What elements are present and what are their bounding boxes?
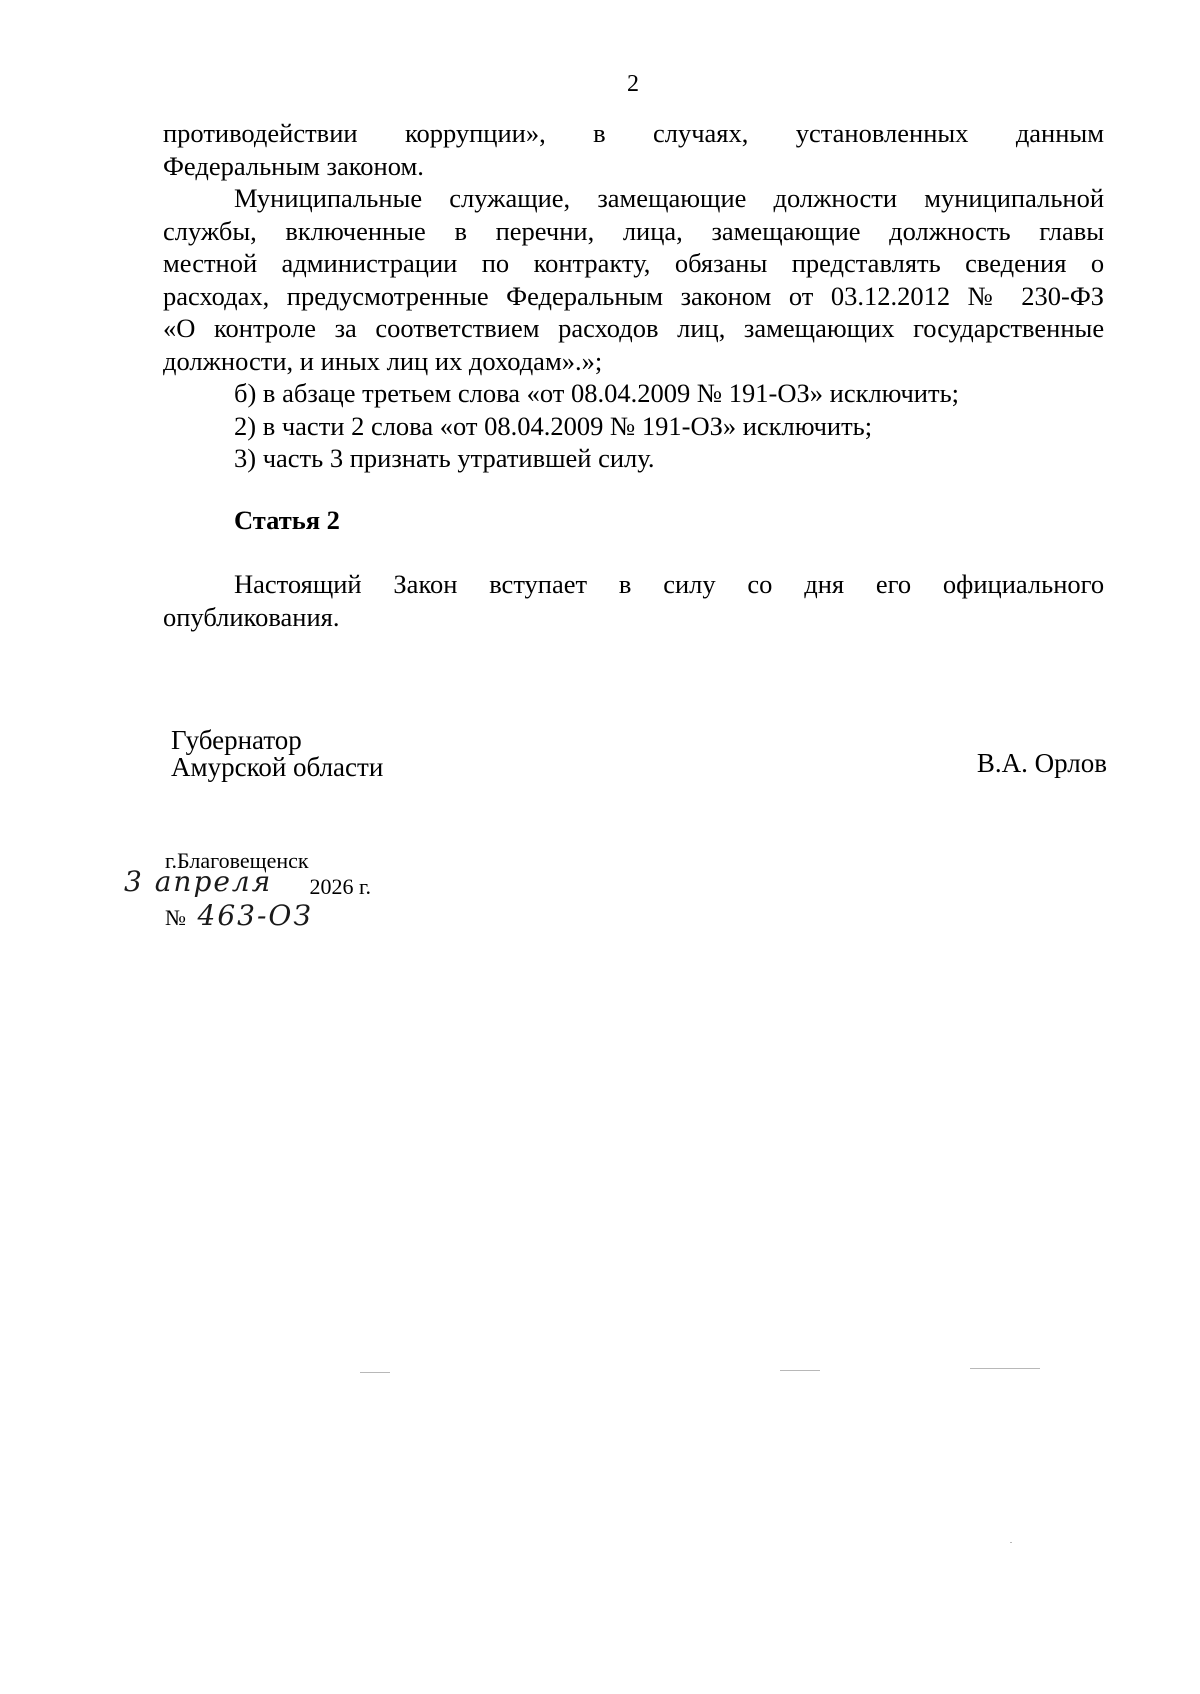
word: главы xyxy=(1039,215,1105,246)
signatory-name: В.А. Орлов xyxy=(976,748,1107,778)
amendment-items xyxy=(163,377,1104,475)
word: лиц, xyxy=(677,313,726,343)
word: представлять xyxy=(791,248,941,278)
word: в xyxy=(454,215,467,246)
date-year: 2026 г. xyxy=(309,874,372,899)
word: муниципальной xyxy=(924,183,1105,213)
municipal-line-2 xyxy=(163,215,1104,248)
continuation-paragraph xyxy=(163,117,1104,182)
municipal-line-1 xyxy=(163,182,1104,215)
scan-artifact xyxy=(360,1372,390,1373)
signatory-title xyxy=(171,727,383,781)
article-2-heading: Статья 2 xyxy=(234,505,340,535)
paragraph-municipal xyxy=(163,182,1104,377)
scan-artifact xyxy=(1010,1542,1012,1543)
scan-artifact xyxy=(970,1368,1040,1369)
word: № xyxy=(967,280,1004,311)
word: противодействии xyxy=(163,118,358,148)
word: сведения xyxy=(965,248,1067,278)
word: службы, xyxy=(163,215,257,246)
municipal-line-3 xyxy=(163,247,1104,280)
word: официального xyxy=(942,569,1105,599)
word: установленных xyxy=(795,118,969,148)
word: замещающих xyxy=(743,313,895,343)
item-b: б) в абзаце третьем слова «от 08.04.2009 № 191-ОЗ» исключить; xyxy=(234,378,960,408)
word: служащие, xyxy=(449,183,571,213)
word: администрации xyxy=(281,248,458,278)
word: перечни, xyxy=(495,215,595,246)
signatory-title-line-1: Губернатор xyxy=(171,725,302,755)
article-2-line-1 xyxy=(163,568,1104,601)
word: расходах, xyxy=(163,280,270,311)
municipal-line-5 xyxy=(163,312,1104,345)
word: вступает xyxy=(489,569,588,599)
law-number-prefix: № xyxy=(165,905,186,930)
continuation-line-1 xyxy=(163,117,1104,150)
word: Настоящий xyxy=(234,569,362,599)
municipal-line-6: должности, и иных лиц их доходам».»; xyxy=(163,345,603,376)
word: предусмотренные xyxy=(286,280,489,311)
item-3: 3) часть 3 признать утратившей силу. xyxy=(234,443,655,473)
word: соответствием xyxy=(375,313,540,343)
article-2-paragraph xyxy=(163,568,1104,633)
word: обязаны xyxy=(674,248,768,278)
word: местной xyxy=(163,248,258,278)
word: коррупции», xyxy=(404,118,546,148)
word: о xyxy=(1090,248,1105,278)
word: включенные xyxy=(285,215,426,246)
word: силу xyxy=(663,569,716,599)
signatory-title-line-2: Амурской области xyxy=(171,752,384,782)
word: дня xyxy=(804,569,845,599)
word: 03.12.2012 xyxy=(830,280,951,311)
word: контракту, xyxy=(533,248,651,278)
municipal-line-4 xyxy=(163,280,1104,313)
handwritten-date: 3 апреля xyxy=(124,865,273,898)
word: замещающие xyxy=(711,215,861,246)
word: по xyxy=(481,248,510,278)
word: Муниципальные xyxy=(234,183,423,213)
word: расходов xyxy=(558,313,659,343)
word: его xyxy=(875,569,912,599)
word: «О xyxy=(163,313,196,343)
scan-artifact xyxy=(780,1370,820,1371)
word: замещающие xyxy=(597,183,747,213)
word: Закон xyxy=(393,569,458,599)
word: законом xyxy=(680,280,772,311)
word: Федеральным xyxy=(506,280,664,311)
word: случаях, xyxy=(652,118,749,148)
word: в xyxy=(618,569,632,599)
item-2: 2) в части 2 слова «от 08.04.2009 № 191-ОЗ» исключить; xyxy=(234,410,873,441)
date-line xyxy=(124,865,372,903)
page-number: 2 xyxy=(627,71,639,97)
word: от xyxy=(788,280,814,311)
word: 230-ФЗ xyxy=(1021,280,1105,311)
continuation-line-2: Федеральным законом. xyxy=(163,150,424,181)
word: должности xyxy=(773,183,898,213)
law-number-line xyxy=(165,900,313,934)
word: со xyxy=(747,569,773,599)
place-of-signing: г.Благовещенск xyxy=(165,848,309,873)
article-2-line-2: опубликования. xyxy=(163,601,340,632)
word: контроле xyxy=(213,313,316,343)
word: государственные xyxy=(913,313,1105,343)
word: лица, xyxy=(622,215,683,246)
word: данным xyxy=(1015,118,1104,148)
word: должность xyxy=(889,215,1011,246)
word: в xyxy=(593,118,606,148)
handwritten-law-number: 463-ОЗ xyxy=(197,899,313,932)
word: за xyxy=(334,313,357,343)
